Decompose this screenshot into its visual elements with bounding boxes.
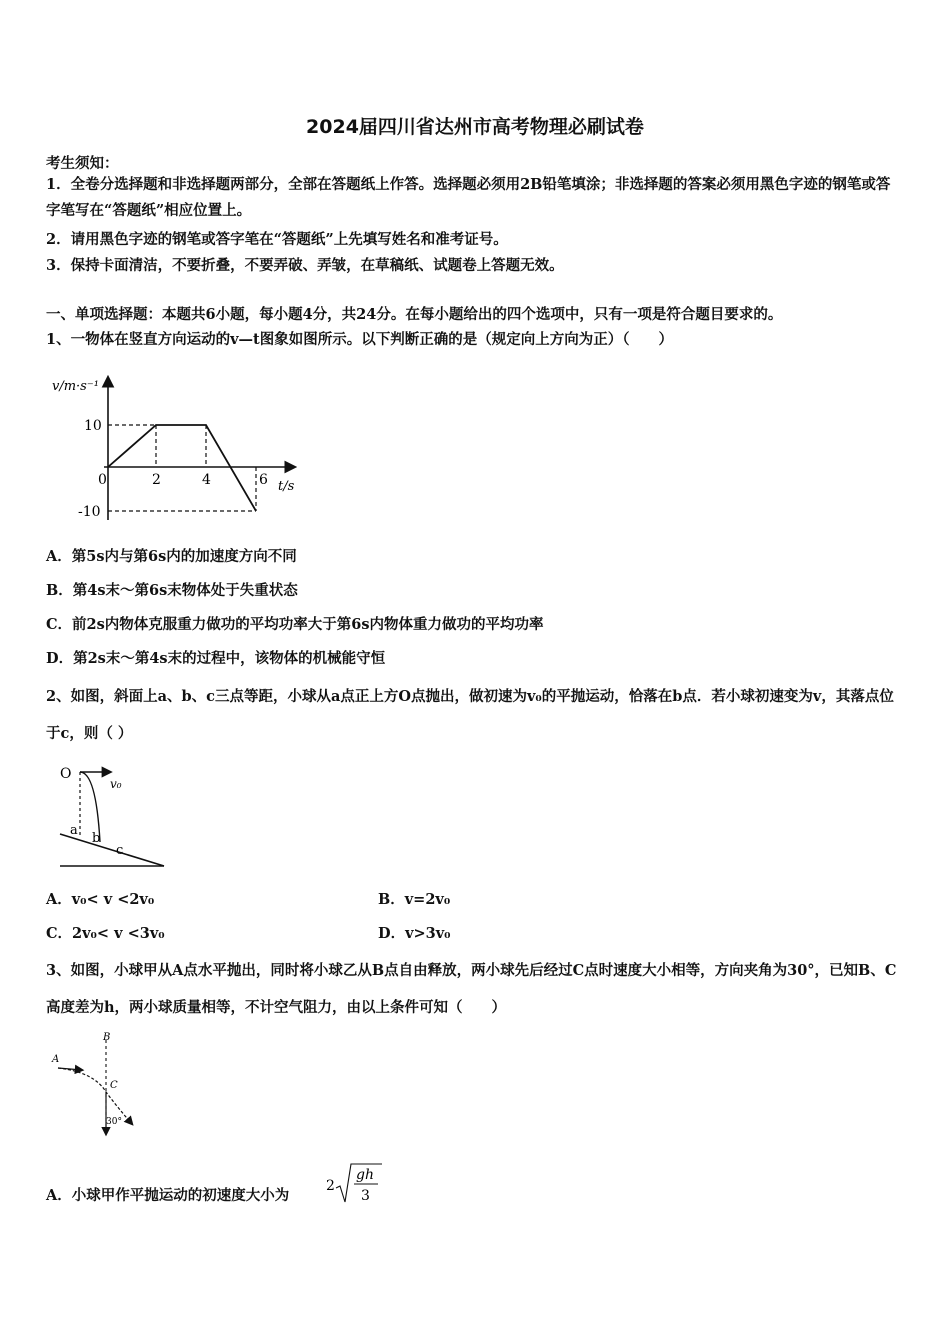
notice-item-1: 1．全卷分选择题和非选择题两部分，全部在答题纸上作答。选择题必须用2B铅笔填涂；非选择题的答案必须用黑色字迹的钢笔或答字笔写在“答题纸”相应位置上。: [46, 176, 891, 219]
label-a: A: [52, 1054, 60, 1065]
notice-item-3: 3．保持卡面清洁，不要折叠，不要弄破、弄皱，在草稿纸、试题卷上答题无效。: [46, 257, 564, 274]
slope-line: [60, 834, 164, 866]
label-a: a: [70, 823, 78, 838]
y-axis-label: v/m·s⁻¹: [52, 379, 99, 394]
velocity-line: [108, 425, 256, 511]
expr-numerator: gh: [356, 1167, 374, 1183]
question-2-stem: 2、如图，斜面上a、b、c三点等距，小球从a点正上方O点抛出，做初速为v₀的平抛运动，恰落在b点．若小球初速变为v，其落点位于c，则（ ）: [46, 688, 894, 742]
expr-denominator: 3: [361, 1188, 370, 1204]
y-tick-10: 10: [84, 418, 102, 434]
q2-option-d: D．v>3v₀: [378, 925, 451, 942]
projectile-path: [58, 1068, 132, 1124]
expr-coef: 2: [326, 1178, 335, 1194]
question-3-stem: 3、如图，小球甲从A点水平抛出，同时将小球乙从B点自由释放，两小球先后经过C点时速度大小相等，方向夹角为30°，已知B、C高度差为h，两小球质量相等，不计空气阻力，由以上条件可知（ ）: [46, 962, 897, 1016]
projectile-figure: [48, 1030, 148, 1140]
x-tick-4: 4: [202, 472, 211, 488]
label-c: C: [110, 1080, 118, 1091]
q1-option-c: C．前2s内物体克服重力做功的平均功率大于第6s内物体重力做功的平均功率: [46, 616, 544, 633]
label-b: B: [103, 1032, 111, 1043]
notice-heading: 考生须知：: [46, 155, 119, 172]
vt-graph: [46, 370, 306, 530]
label-angle: 30°: [106, 1117, 122, 1127]
q2-option-a: A．v₀< v <2v₀: [46, 891, 155, 908]
q1-option-d: D．第2s末～第4s末的过程中，该物体的机械能守恒: [46, 650, 386, 667]
x-tick-2: 2: [152, 472, 161, 488]
q2-option-c: C．2v₀< v <3v₀: [46, 925, 165, 942]
question-1-stem: 1、一物体在竖直方向运动的v—t图象如图所示。以下判断正确的是（规定向上方向为正）（ ）: [46, 331, 673, 348]
q1-option-b: B．第4s末～第6s末物体处于失重状态: [46, 582, 298, 599]
label-v0: v₀: [110, 777, 122, 791]
q3-option-a: A．小球甲作平抛运动的初速度大小为: [46, 1187, 290, 1204]
label-b: b: [92, 831, 101, 846]
page-title: 2024届四川省达州市高考物理必刷试卷: [306, 116, 644, 138]
q1-option-a: A．第5s内与第6s内的加速度方向不同: [46, 548, 297, 565]
sqrt-expression: [326, 1162, 386, 1206]
slope-figure: [52, 762, 172, 874]
x-axis-label: t/s: [278, 479, 295, 494]
label-c: c: [116, 843, 124, 858]
notice-item-2: 2．请用黑色字迹的钢笔或答字笔在“答题纸”上先填写姓名和准考证号。: [46, 231, 508, 248]
x-tick-0: 0: [98, 472, 107, 488]
y-tick-neg10: -10: [78, 504, 101, 520]
section-heading: 一、单项选择题：本题共6小题，每小题4分，共24分。在每小题给出的四个选项中，只有一项是符合题目要求的。: [46, 306, 783, 323]
label-o: O: [60, 766, 72, 782]
q2-option-b: B．v=2v₀: [378, 891, 451, 908]
x-tick-6: 6: [259, 472, 268, 488]
